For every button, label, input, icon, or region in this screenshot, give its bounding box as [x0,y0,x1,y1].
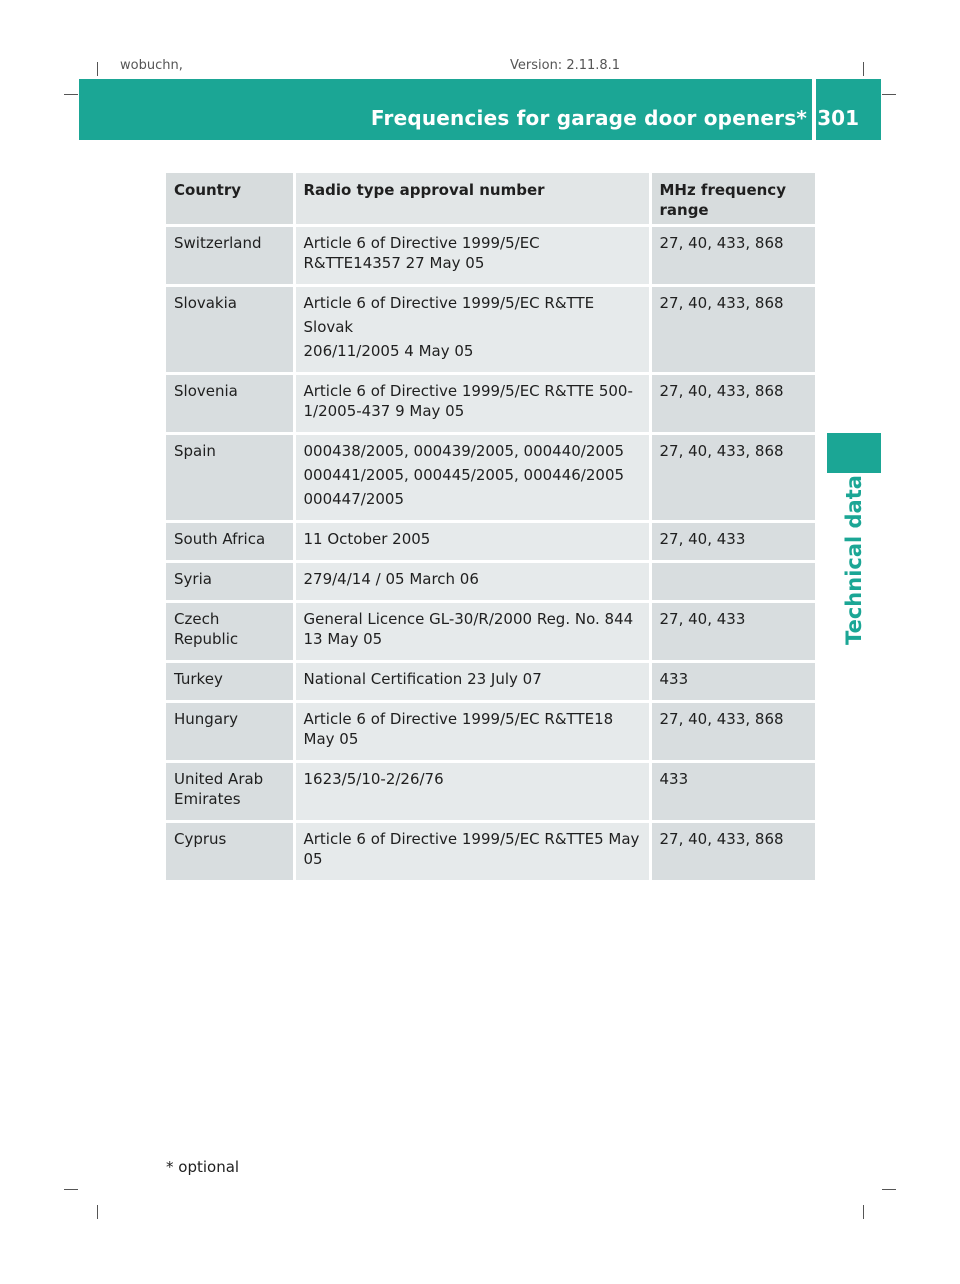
cell-range: 27, 40, 433, 868 [650,822,815,882]
cell-approval [294,522,650,562]
approval-line: 000447/2005 [303,490,404,508]
column-header-range: MHz frequency range [650,173,815,226]
crop-mark [863,62,864,76]
cell-approval [294,562,650,602]
table-row [166,434,815,522]
cell-range: 27, 40, 433 [650,522,815,562]
section-label-text: Technical data [842,475,866,645]
section-label [826,475,882,645]
approval-line: Article 6 of Directive 1999/5/EC R&TTE5 May 05 [303,830,640,868]
cell-range: 433 [650,662,815,702]
cell-range: 27, 40, 433, 868 [650,702,815,762]
cell-approval [294,702,650,762]
cell-approval [294,822,650,882]
page-number: 301 [817,106,859,130]
table-row [166,226,815,286]
crop-mark [64,94,78,95]
cell-approval [294,226,650,286]
cell-country: Switzerland [166,226,294,286]
table-row [166,662,815,702]
approval-line: 206/11/2005 4 May 05 [303,342,474,360]
table-row [166,762,815,822]
header-divider [812,79,816,140]
page-title: Frequencies for garage door openers* [370,106,807,130]
table-row [166,286,815,374]
print-meta-version: Version: 2.11.8.1 [510,58,621,73]
cell-approval [294,662,650,702]
print-meta-left: wobuchn, [120,58,183,73]
approval-line: 000441/2005, 000445/2005, 000446/2005 [303,466,625,484]
section-tab [827,433,881,473]
cell-country: United Arab Emirates [166,762,294,822]
cell-country: Slovakia [166,286,294,374]
crop-mark [863,1205,864,1219]
cell-country: South Africa [166,522,294,562]
cell-range [650,562,815,602]
cell-range: 27, 40, 433, 868 [650,226,815,286]
table-row [166,602,815,662]
table-header-row [166,173,815,226]
table-row [166,702,815,762]
approval-line: 000438/2005, 000439/2005, 000440/2005 [303,442,625,460]
approval-line: General Licence GL-30/R/2000 Reg. No. 844 13 May 05 [303,610,634,648]
cell-approval [294,602,650,662]
footnote: * optional [166,1158,240,1176]
page-header [79,79,881,140]
crop-mark [882,1189,896,1190]
cell-range: 27, 40, 433, 868 [650,374,815,434]
approval-line: 1623/5/10-2/26/76 [303,770,444,788]
cell-country: Hungary [166,702,294,762]
crop-mark [64,1189,78,1190]
approval-line: Article 6 of Directive 1999/5/EC R&TTE18 May 05 [303,710,614,748]
approval-line: National Certification 23 July 07 [303,670,542,688]
cell-range: 433 [650,762,815,822]
cell-approval [294,762,650,822]
table-row [166,822,815,882]
approval-line: Article 6 of Directive 1999/5/EC R&TTE [303,294,595,312]
cell-country: Turkey [166,662,294,702]
cell-range: 27, 40, 433 [650,602,815,662]
crop-mark [882,94,896,95]
cell-approval [294,374,650,434]
table-body [166,226,815,882]
frequency-table [166,173,815,883]
cell-approval [294,286,650,374]
approval-line: 11 October 2005 [303,530,431,548]
cell-country: Cyprus [166,822,294,882]
cell-approval [294,434,650,522]
approval-line: Article 6 of Directive 1999/5/EC R&TTE 500-1/2005-437 9 May 05 [303,382,633,420]
crop-mark [97,1205,98,1219]
cell-country: Slovenia [166,374,294,434]
cell-country: Spain [166,434,294,522]
approval-line: Article 6 of Directive 1999/5/EC R&TTE14357 27 May 05 [303,234,540,272]
column-header-approval: Radio type approval number [294,173,650,226]
cell-country: Czech Republic [166,602,294,662]
crop-mark [97,62,98,76]
cell-country: Syria [166,562,294,602]
approval-line: Slovak [303,318,354,336]
approval-line: 279/4/14 / 05 March 06 [303,570,479,588]
table-row [166,374,815,434]
table-row [166,522,815,562]
cell-range: 27, 40, 433, 868 [650,286,815,374]
table-row [166,562,815,602]
cell-range: 27, 40, 433, 868 [650,434,815,522]
column-header-country: Country [166,173,294,226]
